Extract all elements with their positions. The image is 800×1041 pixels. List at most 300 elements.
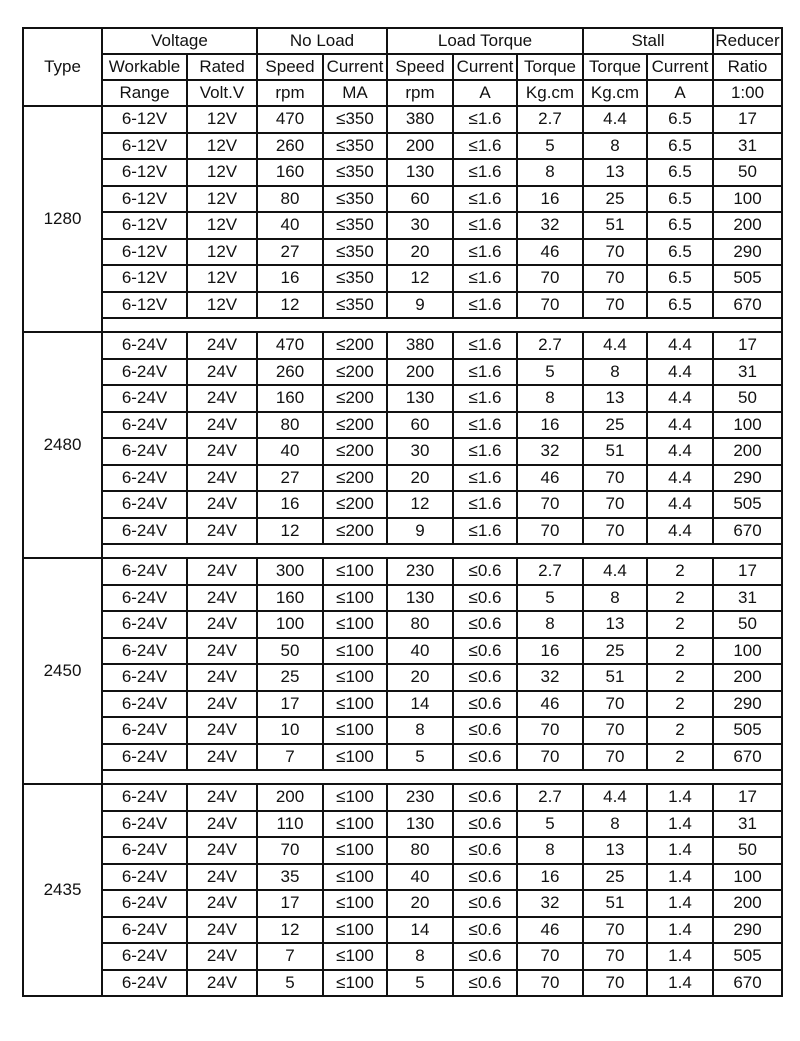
group-separator xyxy=(102,770,782,784)
table-cell: 4.4 xyxy=(647,518,713,545)
table-cell: 51 xyxy=(583,664,647,691)
table-cell: 9 xyxy=(387,292,453,319)
table-cell: ≤1.6 xyxy=(453,239,517,266)
table-cell: 130 xyxy=(387,385,453,412)
table-cell: 70 xyxy=(583,491,647,518)
table-cell: 670 xyxy=(713,292,782,319)
table-row xyxy=(23,106,782,133)
table-cell: 8 xyxy=(387,943,453,970)
table-cell: 160 xyxy=(257,585,323,612)
table-cell: 6.5 xyxy=(647,292,713,319)
table-cell: 6-12V xyxy=(102,133,187,160)
table-cell: 6-24V xyxy=(102,412,187,439)
table-cell: 12V xyxy=(187,292,257,319)
table-cell: 6-24V xyxy=(102,970,187,997)
group-separator-row xyxy=(23,544,782,558)
table-cell: 200 xyxy=(713,212,782,239)
motor-spec-table xyxy=(22,27,783,997)
table-cell: ≤0.6 xyxy=(453,638,517,665)
table-cell: 51 xyxy=(583,438,647,465)
table-cell: 100 xyxy=(713,186,782,213)
table-cell: 4.4 xyxy=(647,491,713,518)
table-body xyxy=(23,106,782,996)
table-cell: 6.5 xyxy=(647,212,713,239)
table-cell: 17 xyxy=(713,784,782,811)
table-cell: 12 xyxy=(257,292,323,319)
table-cell: 5 xyxy=(387,744,453,771)
table-row xyxy=(23,385,782,412)
table-cell: 24V xyxy=(187,558,257,585)
table-cell: 130 xyxy=(387,159,453,186)
table-cell: 70 xyxy=(517,970,583,997)
unit-header: Kg.cm xyxy=(583,80,647,106)
table-row xyxy=(23,691,782,718)
table-cell: 4.4 xyxy=(583,106,647,133)
table-row xyxy=(23,638,782,665)
table-cell: 20 xyxy=(387,465,453,492)
table-cell: 230 xyxy=(387,784,453,811)
table-cell: 12 xyxy=(387,491,453,518)
table-cell: 260 xyxy=(257,133,323,160)
table-cell: 25 xyxy=(583,864,647,891)
table-cell: ≤350 xyxy=(323,186,387,213)
table-row xyxy=(23,239,782,266)
table-cell: 200 xyxy=(713,890,782,917)
table-cell: 70 xyxy=(517,292,583,319)
table-cell: 50 xyxy=(257,638,323,665)
unit-header: MA xyxy=(323,80,387,106)
table-row xyxy=(23,438,782,465)
table-cell: 505 xyxy=(713,717,782,744)
table-cell: 6-24V xyxy=(102,864,187,891)
table-cell: 6-24V xyxy=(102,890,187,917)
table-cell: ≤1.6 xyxy=(453,438,517,465)
table-cell: 24V xyxy=(187,784,257,811)
table-row xyxy=(23,332,782,359)
table-row xyxy=(23,970,782,997)
table-cell: 2.7 xyxy=(517,558,583,585)
voltage-group-header: Voltage xyxy=(102,28,257,54)
table-cell: ≤100 xyxy=(323,744,387,771)
table-cell: 290 xyxy=(713,465,782,492)
table-cell: ≤0.6 xyxy=(453,837,517,864)
table-cell: 6-24V xyxy=(102,332,187,359)
table-cell: ≤350 xyxy=(323,239,387,266)
table-cell: 8 xyxy=(517,159,583,186)
header-row-units xyxy=(23,80,782,106)
table-cell: ≤0.6 xyxy=(453,558,517,585)
table-cell: 1.4 xyxy=(647,890,713,917)
table-cell: 5 xyxy=(257,970,323,997)
table-cell: ≤1.6 xyxy=(453,385,517,412)
table-cell: 110 xyxy=(257,811,323,838)
table-cell: 8 xyxy=(517,837,583,864)
table-cell: 4.4 xyxy=(647,385,713,412)
table-cell: 6-12V xyxy=(102,292,187,319)
table-cell: 7 xyxy=(257,744,323,771)
table-cell: 32 xyxy=(517,438,583,465)
table-cell: 6-24V xyxy=(102,837,187,864)
table-cell: ≤1.6 xyxy=(453,292,517,319)
table-cell: 6-12V xyxy=(102,186,187,213)
table-cell: ≤200 xyxy=(323,332,387,359)
table-cell: 2 xyxy=(647,611,713,638)
table-cell: 13 xyxy=(583,837,647,864)
table-cell: 60 xyxy=(387,186,453,213)
table-cell: 8 xyxy=(387,717,453,744)
table-header xyxy=(23,28,782,106)
table-cell: 24V xyxy=(187,412,257,439)
table-cell: 6-24V xyxy=(102,691,187,718)
table-cell: 31 xyxy=(713,133,782,160)
table-cell: 5 xyxy=(517,359,583,386)
table-cell: 100 xyxy=(713,412,782,439)
table-row xyxy=(23,784,782,811)
table-cell: ≤1.6 xyxy=(453,212,517,239)
table-cell: 6-24V xyxy=(102,917,187,944)
table-row xyxy=(23,292,782,319)
table-cell: 70 xyxy=(517,265,583,292)
table-cell: 24V xyxy=(187,837,257,864)
table-cell: 6-24V xyxy=(102,465,187,492)
table-cell: 230 xyxy=(387,558,453,585)
table-cell: 1.4 xyxy=(647,970,713,997)
table-cell: ≤1.6 xyxy=(453,332,517,359)
table-cell: 70 xyxy=(583,292,647,319)
table-cell: 12V xyxy=(187,159,257,186)
table-cell: 13 xyxy=(583,385,647,412)
table-cell: 2 xyxy=(647,558,713,585)
table-cell: ≤100 xyxy=(323,558,387,585)
table-cell: 24V xyxy=(187,385,257,412)
unit-header: 1:00 xyxy=(713,80,782,106)
table-cell: 4.4 xyxy=(647,332,713,359)
table-cell: 24V xyxy=(187,717,257,744)
table-cell: 4.4 xyxy=(583,784,647,811)
table-cell: 6-24V xyxy=(102,611,187,638)
column-header: Speed xyxy=(257,54,323,80)
table-cell: 24V xyxy=(187,691,257,718)
table-cell: ≤0.6 xyxy=(453,691,517,718)
table-cell: ≤200 xyxy=(323,359,387,386)
table-cell: 35 xyxy=(257,864,323,891)
unit-header: Volt.V xyxy=(187,80,257,106)
table-cell: 46 xyxy=(517,917,583,944)
table-row xyxy=(23,186,782,213)
table-cell: 24V xyxy=(187,585,257,612)
table-cell: 100 xyxy=(257,611,323,638)
table-cell: 70 xyxy=(257,837,323,864)
table-cell: 50 xyxy=(713,611,782,638)
table-cell: 8 xyxy=(583,585,647,612)
table-cell: 6.5 xyxy=(647,159,713,186)
table-cell: 17 xyxy=(713,106,782,133)
table-row xyxy=(23,585,782,612)
table-cell: ≤0.6 xyxy=(453,943,517,970)
table-cell: ≤350 xyxy=(323,106,387,133)
table-row xyxy=(23,465,782,492)
table-cell: 5 xyxy=(387,970,453,997)
table-cell: 70 xyxy=(583,717,647,744)
table-cell: 200 xyxy=(713,438,782,465)
table-cell: 24V xyxy=(187,917,257,944)
table-cell: 32 xyxy=(517,664,583,691)
table-cell: 14 xyxy=(387,917,453,944)
table-cell: ≤200 xyxy=(323,385,387,412)
table-cell: 6-24V xyxy=(102,811,187,838)
column-header: Torque xyxy=(583,54,647,80)
table-cell: 31 xyxy=(713,585,782,612)
table-cell: 6-24V xyxy=(102,744,187,771)
unit-header: rpm xyxy=(257,80,323,106)
table-cell: 1.4 xyxy=(647,784,713,811)
table-cell: 17 xyxy=(257,890,323,917)
table-cell: 200 xyxy=(387,359,453,386)
table-cell: 2.7 xyxy=(517,332,583,359)
table-cell: 12V xyxy=(187,106,257,133)
table-cell: 6-12V xyxy=(102,212,187,239)
table-cell: 24V xyxy=(187,611,257,638)
table-cell: ≤100 xyxy=(323,691,387,718)
table-row xyxy=(23,664,782,691)
table-cell: 25 xyxy=(583,638,647,665)
table-cell: 670 xyxy=(713,970,782,997)
table-cell: 6.5 xyxy=(647,265,713,292)
table-cell: 6-24V xyxy=(102,717,187,744)
table-cell: 6-12V xyxy=(102,265,187,292)
table-cell: 70 xyxy=(517,518,583,545)
table-cell: ≤0.6 xyxy=(453,917,517,944)
table-cell: 470 xyxy=(257,106,323,133)
table-cell: 200 xyxy=(713,664,782,691)
table-cell: 40 xyxy=(387,864,453,891)
table-cell: 100 xyxy=(713,638,782,665)
table-cell: 40 xyxy=(257,438,323,465)
table-cell: ≤200 xyxy=(323,465,387,492)
table-cell: 16 xyxy=(517,412,583,439)
table-cell: 4.4 xyxy=(647,438,713,465)
table-cell: 24V xyxy=(187,864,257,891)
table-cell: 290 xyxy=(713,917,782,944)
table-row xyxy=(23,611,782,638)
table-cell: 4.4 xyxy=(583,332,647,359)
table-cell: 24V xyxy=(187,943,257,970)
table-cell: 505 xyxy=(713,265,782,292)
column-header: Current xyxy=(647,54,713,80)
table-cell: 24V xyxy=(187,638,257,665)
table-cell: 8 xyxy=(583,359,647,386)
type-cell: 2435 xyxy=(23,784,102,996)
table-cell: 6.5 xyxy=(647,133,713,160)
column-header: Speed xyxy=(387,54,453,80)
table-cell: 6-12V xyxy=(102,106,187,133)
table-cell: ≤100 xyxy=(323,664,387,691)
table-cell: 16 xyxy=(257,491,323,518)
table-cell: 60 xyxy=(387,412,453,439)
table-cell: ≤1.6 xyxy=(453,518,517,545)
table-cell: 300 xyxy=(257,558,323,585)
table-cell: 670 xyxy=(713,744,782,771)
table-cell: 5 xyxy=(517,585,583,612)
table-cell: 24V xyxy=(187,438,257,465)
table-cell: 70 xyxy=(583,518,647,545)
table-cell: 70 xyxy=(583,917,647,944)
table-cell: 70 xyxy=(583,970,647,997)
table-cell: 46 xyxy=(517,691,583,718)
table-cell: ≤350 xyxy=(323,133,387,160)
unit-header: A xyxy=(647,80,713,106)
table-row xyxy=(23,359,782,386)
table-cell: 12V xyxy=(187,212,257,239)
table-cell: 6-24V xyxy=(102,385,187,412)
stall-group-header: Stall xyxy=(583,28,713,54)
table-cell: 80 xyxy=(257,412,323,439)
column-header: Workable xyxy=(102,54,187,80)
table-cell: 70 xyxy=(517,744,583,771)
table-cell: 16 xyxy=(517,186,583,213)
table-cell: 380 xyxy=(387,332,453,359)
column-header: Current xyxy=(453,54,517,80)
table-cell: 290 xyxy=(713,239,782,266)
type-cell: 2480 xyxy=(23,332,102,558)
table-cell: 670 xyxy=(713,518,782,545)
table-cell: 6-24V xyxy=(102,664,187,691)
table-cell: 1.4 xyxy=(647,811,713,838)
table-cell: 4.4 xyxy=(647,412,713,439)
table-cell: 6-24V xyxy=(102,585,187,612)
table-cell: ≤100 xyxy=(323,837,387,864)
table-cell: ≤350 xyxy=(323,212,387,239)
table-cell: 17 xyxy=(713,332,782,359)
table-cell: ≤1.6 xyxy=(453,465,517,492)
table-cell: 70 xyxy=(517,943,583,970)
unit-header: Kg.cm xyxy=(517,80,583,106)
table-cell: 46 xyxy=(517,239,583,266)
table-row xyxy=(23,412,782,439)
table-cell: 130 xyxy=(387,585,453,612)
group-separator xyxy=(102,544,782,558)
table-cell: 24V xyxy=(187,332,257,359)
table-cell: 31 xyxy=(713,811,782,838)
table-cell: 505 xyxy=(713,491,782,518)
table-cell: 6.5 xyxy=(647,239,713,266)
table-cell: 5 xyxy=(517,133,583,160)
column-header: Torque xyxy=(517,54,583,80)
table-cell: ≤0.6 xyxy=(453,744,517,771)
table-row xyxy=(23,491,782,518)
spec-sheet xyxy=(22,27,783,997)
table-cell: 1.4 xyxy=(647,837,713,864)
table-cell: 130 xyxy=(387,811,453,838)
table-cell: ≤350 xyxy=(323,265,387,292)
table-cell: 50 xyxy=(713,385,782,412)
table-cell: 4.4 xyxy=(583,558,647,585)
table-cell: 505 xyxy=(713,943,782,970)
table-row xyxy=(23,133,782,160)
table-cell: ≤0.6 xyxy=(453,970,517,997)
column-header: Rated xyxy=(187,54,257,80)
table-cell: 2 xyxy=(647,638,713,665)
table-cell: 80 xyxy=(387,611,453,638)
table-cell: ≤100 xyxy=(323,585,387,612)
table-cell: 27 xyxy=(257,465,323,492)
table-cell: 24V xyxy=(187,744,257,771)
table-cell: 50 xyxy=(713,159,782,186)
table-cell: 470 xyxy=(257,332,323,359)
table-cell: 260 xyxy=(257,359,323,386)
table-cell: 13 xyxy=(583,611,647,638)
table-cell: 70 xyxy=(517,717,583,744)
table-cell: ≤100 xyxy=(323,943,387,970)
table-cell: 7 xyxy=(257,943,323,970)
table-cell: 51 xyxy=(583,890,647,917)
table-cell: 160 xyxy=(257,385,323,412)
table-cell: 16 xyxy=(257,265,323,292)
table-cell: 80 xyxy=(387,837,453,864)
table-cell: ≤100 xyxy=(323,784,387,811)
table-cell: 6-12V xyxy=(102,159,187,186)
table-cell: 13 xyxy=(583,159,647,186)
table-cell: ≤1.6 xyxy=(453,265,517,292)
table-cell: 51 xyxy=(583,212,647,239)
table-cell: 24V xyxy=(187,811,257,838)
table-cell: 10 xyxy=(257,717,323,744)
table-cell: 20 xyxy=(387,239,453,266)
table-cell: 4.4 xyxy=(647,465,713,492)
table-cell: 2 xyxy=(647,691,713,718)
table-cell: 2 xyxy=(647,717,713,744)
table-cell: ≤1.6 xyxy=(453,491,517,518)
table-cell: ≤100 xyxy=(323,638,387,665)
table-cell: 24V xyxy=(187,970,257,997)
table-cell: 32 xyxy=(517,890,583,917)
table-row xyxy=(23,558,782,585)
table-cell: ≤100 xyxy=(323,611,387,638)
table-cell: 70 xyxy=(583,943,647,970)
table-cell: 6-24V xyxy=(102,518,187,545)
table-cell: 290 xyxy=(713,691,782,718)
table-cell: 8 xyxy=(517,385,583,412)
table-cell: 25 xyxy=(257,664,323,691)
table-cell: 70 xyxy=(583,265,647,292)
group-separator xyxy=(102,318,782,332)
table-cell: 70 xyxy=(583,691,647,718)
table-cell: ≤1.6 xyxy=(453,359,517,386)
table-cell: ≤0.6 xyxy=(453,784,517,811)
table-cell: 20 xyxy=(387,890,453,917)
table-cell: 2 xyxy=(647,585,713,612)
table-row xyxy=(23,518,782,545)
table-row xyxy=(23,717,782,744)
table-cell: ≤100 xyxy=(323,890,387,917)
reducer-group-header: Reducer xyxy=(713,28,782,54)
header-row-groups xyxy=(23,28,782,54)
unit-header: Range xyxy=(102,80,187,106)
table-row xyxy=(23,159,782,186)
column-header: Ratio xyxy=(713,54,782,80)
table-cell: ≤350 xyxy=(323,292,387,319)
table-cell: 80 xyxy=(257,186,323,213)
table-cell: ≤0.6 xyxy=(453,585,517,612)
table-cell: 24V xyxy=(187,890,257,917)
table-cell: 5 xyxy=(517,811,583,838)
load-torque-group-header: Load Torque xyxy=(387,28,583,54)
table-cell: ≤1.6 xyxy=(453,106,517,133)
table-cell: ≤0.6 xyxy=(453,864,517,891)
table-cell: 70 xyxy=(583,465,647,492)
table-row xyxy=(23,943,782,970)
table-cell: 16 xyxy=(517,864,583,891)
